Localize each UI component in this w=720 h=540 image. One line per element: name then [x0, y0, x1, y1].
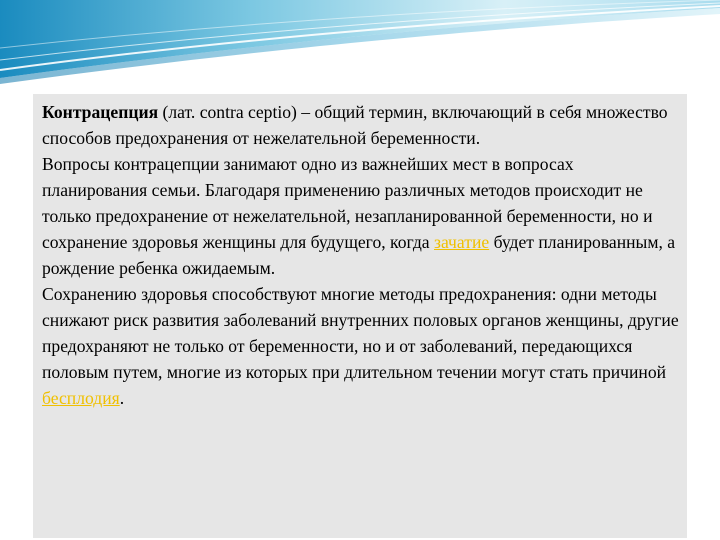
conception-link[interactable]: зачатие — [434, 232, 490, 252]
paragraph-family-planning — [42, 151, 679, 281]
definition-text: (лат. contra ceptio) – общий термин, включающий в себя множество способов предохранения от нежелательной беременности. — [42, 102, 668, 148]
paragraph3-text-start: Сохранению здоровья способствуют многие методы предохранения: одни методы снижают риск развития заболеваний внутренних половых органов женщины, другие предохраняют не только от беременности, но и от заболеваний, передающихся половым путем, многие из которых при длительном течении могут стать причиной — [42, 284, 679, 382]
header-wave-decoration — [0, 0, 720, 90]
term-heading: Контрацепция — [42, 102, 159, 122]
paragraph2-text-start: Вопросы контрацепции занимают одно из важнейших мест в вопросах планирования семьи. Благодаря применению различных методов происходит не только предохранение от нежелательной, незапланированной беременности, но и сохранение здоровья женщины для будущего, когда — [42, 154, 653, 252]
paragraph-health — [42, 281, 679, 411]
paragraph-definition — [42, 99, 679, 151]
paragraph2-text-end: будет планированным, а рождение ребенка ожидаемым. — [42, 232, 676, 278]
content-text-box — [33, 94, 687, 538]
infertility-link[interactable]: бесплодия — [42, 388, 120, 408]
paragraph3-text-end: . — [119, 388, 125, 408]
